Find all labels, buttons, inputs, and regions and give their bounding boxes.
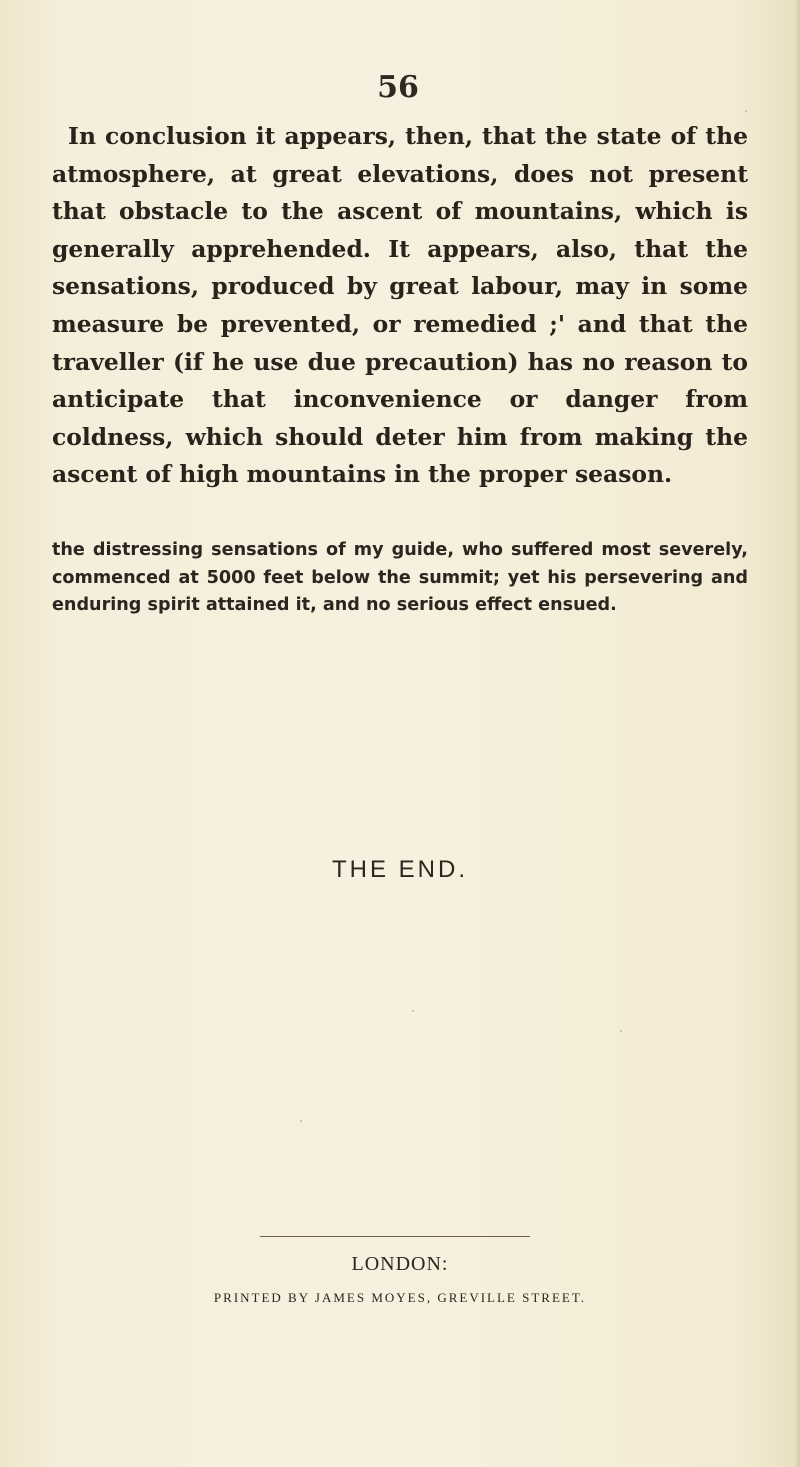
paper-speck	[620, 1030, 622, 1032]
imprint-printer: PRINTED BY JAMES MOYES, GREVILLE STREET.	[213, 1290, 587, 1305]
main-paragraph: In conclusion it appears, then, that the state of the atmosphere, at great elevations, does not present that obstacle to the ascent of mountains, which is generally apprehended. It appears, also, that the sensations, produced by great labour, may in some measure be prevented, or remedied ;' and that the traveller (if he use due precaution) has no reason to anticipate that inconvenience or danger from coldness, which should deter him from making the ascent of high mountains in the proper season.	[52, 122, 748, 489]
imprint-city: LONDON:	[351, 1253, 449, 1275]
paper-speck	[300, 1120, 302, 1122]
page-number: 56	[377, 70, 419, 105]
imprint-divider	[260, 1236, 530, 1237]
paper-speck	[745, 110, 747, 112]
paper-speck	[412, 1010, 414, 1012]
footnote: the distressing sensations of my guide, who suffered most severely, commenced at 5000 feet below the summit; yet his persevering and enduring spirit attained it, and no serious effect ensued.	[52, 540, 748, 615]
the-end-heading: THE END.	[331, 856, 468, 883]
page-edge-shadow	[794, 0, 800, 1467]
